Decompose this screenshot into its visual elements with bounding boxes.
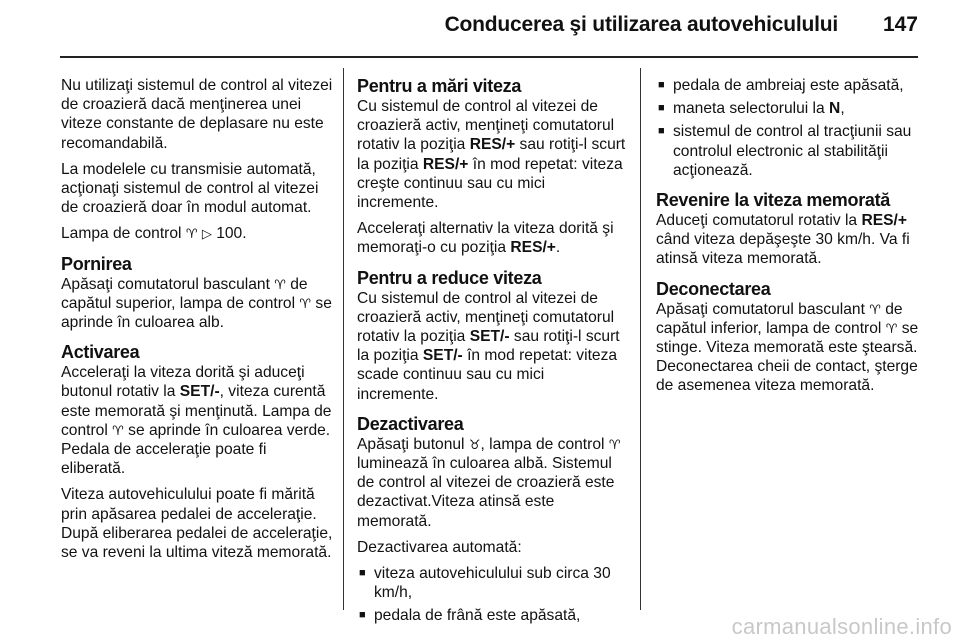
text: sau rotiţi-l scurt la poziţia — [357, 328, 620, 365]
column-3 — [656, 76, 924, 403]
cruise-control-icon: ♈ — [608, 436, 621, 452]
paragraph: Nu utilizaţi sistemul de control al vitezei de croazieră dacă menţinerea unei viteze constante de deplasare nu este recomandabilă. — [61, 77, 333, 152]
paragraph — [61, 275, 333, 333]
text: se aprinde în culoarea verde. Pedala de acceleraţie poate fi eliberată. — [61, 421, 331, 478]
text: Aduceţi comutatorul rotativ la — [656, 212, 858, 230]
text: de capătul inferior, lampa de control — [656, 300, 903, 337]
bold-term: RES/+ — [422, 155, 469, 173]
paragraph — [61, 363, 333, 478]
column-divider — [343, 68, 344, 610]
cruise-control-icon: ♈ — [299, 295, 312, 311]
paragraph: La modelele cu transmisie automată, acţionaţi sistemul de control al vitezei de croazieră doar în modul automat. — [61, 160, 319, 217]
cruise-control-icon: ♈ — [185, 226, 198, 242]
text: , — [840, 100, 845, 118]
text: Apăsaţi comutatorul basculant — [656, 300, 865, 318]
bold-term: RES/+ — [469, 136, 516, 154]
text: Acceleraţi la viteza dorită şi aduceţi butonul rotativ la — [61, 364, 305, 401]
list-item: ■ sistemul de control al tracţiunii sau controlul electronic al stabilităţii acţionează. — [656, 122, 924, 180]
list-item: ■ viteza autovehiculului sub circa 30 km/h, — [357, 564, 627, 602]
cruise-control-icon: ♈ — [869, 301, 881, 317]
bold-term: SET/- — [179, 383, 220, 401]
section-heading: Dezactivarea — [357, 413, 464, 434]
header-rule — [60, 56, 918, 58]
bold-term: SET/- — [469, 328, 510, 346]
text: . — [555, 239, 561, 257]
text: maneta selectorului la — [673, 100, 825, 118]
bullet-list — [357, 564, 627, 626]
paragraph — [61, 224, 333, 243]
section-heading: Revenire la viteza memorată — [656, 190, 891, 211]
text: , viteza curentă este memorată şi menţinută. Lampa de control — [61, 383, 332, 439]
text: Apăsaţi comutatorul basculant — [61, 275, 270, 293]
bold-term: N — [829, 100, 841, 118]
text: se aprinde în culoarea alb. — [61, 294, 332, 332]
text: în mod repetat: viteza creşte continuu sau cu mici incremente. — [357, 155, 623, 212]
cruise-control-icon: ♈ — [885, 320, 898, 336]
text: de capătul superior, lampa de control — [61, 275, 308, 312]
text: se stinge. Viteza memorată este ştearsă. Deconectarea cheii de contact, şterge de asemenea viteza memorată. — [656, 319, 919, 395]
list-item — [656, 99, 924, 118]
paragraph — [357, 219, 627, 257]
page-reference[interactable]: 100. — [216, 225, 247, 243]
section-heading: Pornirea — [61, 253, 132, 274]
text: Cu sistemul de control al vitezei de croazieră activ, menţineţi comutatorul rotativ la poziţia — [357, 98, 615, 154]
paragraph — [357, 435, 627, 531]
cruise-cancel-icon: ♉ — [468, 436, 481, 452]
watermark: carmanualsonline.info — [731, 614, 952, 639]
text: Lampa de control — [61, 225, 182, 243]
section-heading: Pentru a mări viteza — [357, 76, 522, 96]
bold-term: RES/+ — [861, 212, 907, 230]
column-1 — [61, 76, 333, 569]
section-heading: Pentru a reduce viteza — [357, 267, 542, 288]
text: Acceleraţi alternativ la viteza dorită şi memoraţi-o cu poziţia — [357, 220, 614, 257]
page-number: 147 — [882, 13, 918, 36]
text: sau rotiţi-l scurt la poziţia — [357, 136, 626, 173]
list-item: ■ pedala de frână este apăsată, — [357, 606, 627, 625]
text: Apăsaţi butonul — [357, 435, 465, 453]
cruise-control-icon: ♈ — [112, 422, 124, 438]
paragraph — [357, 289, 627, 404]
bullet-list — [656, 76, 924, 180]
paragraph — [656, 300, 924, 396]
page-header-title: Conducerea şi utilizarea autovehiculului — [444, 13, 838, 36]
text: când viteza depăşeşte 30 km/h. Va fi atinsă viteza memorată. — [656, 231, 910, 268]
bold-term: SET/- — [422, 347, 463, 365]
section-heading: Deconectarea — [656, 278, 771, 299]
text: , lampa de control — [480, 435, 605, 453]
section-heading: Activarea — [61, 342, 140, 363]
paragraph: Viteza autovehiculului poate fi mărită prin apăsarea pedalei de acceleraţie. După eliberarea pedalei de acceleraţie, se va reveni la ultima viteză memorată. — [61, 486, 333, 562]
text: Cu sistemul de control al vitezei de croazieră activ, menţineţi comutatorul rotativ la poziţia — [357, 289, 615, 346]
cruise-control-icon: ♈ — [274, 276, 286, 292]
list-item: ■ pedala de ambreiaj este apăsată, — [656, 76, 924, 95]
text: în mod repetat: viteza scade continuu sau cu mici incremente. — [357, 347, 618, 403]
page-reference-arrow-icon: ▷ — [201, 226, 212, 242]
bold-term: RES/+ — [510, 239, 556, 257]
column-2 — [357, 76, 627, 630]
paragraph — [357, 97, 627, 212]
text: luminează în culoarea albă. Sistemul de control al vitezei de croazieră este dezactivat.Viteza atinsă este memorată. — [357, 455, 615, 530]
paragraph — [656, 211, 924, 269]
column-divider — [640, 68, 641, 610]
paragraph: Dezactivarea automată: — [357, 538, 522, 556]
